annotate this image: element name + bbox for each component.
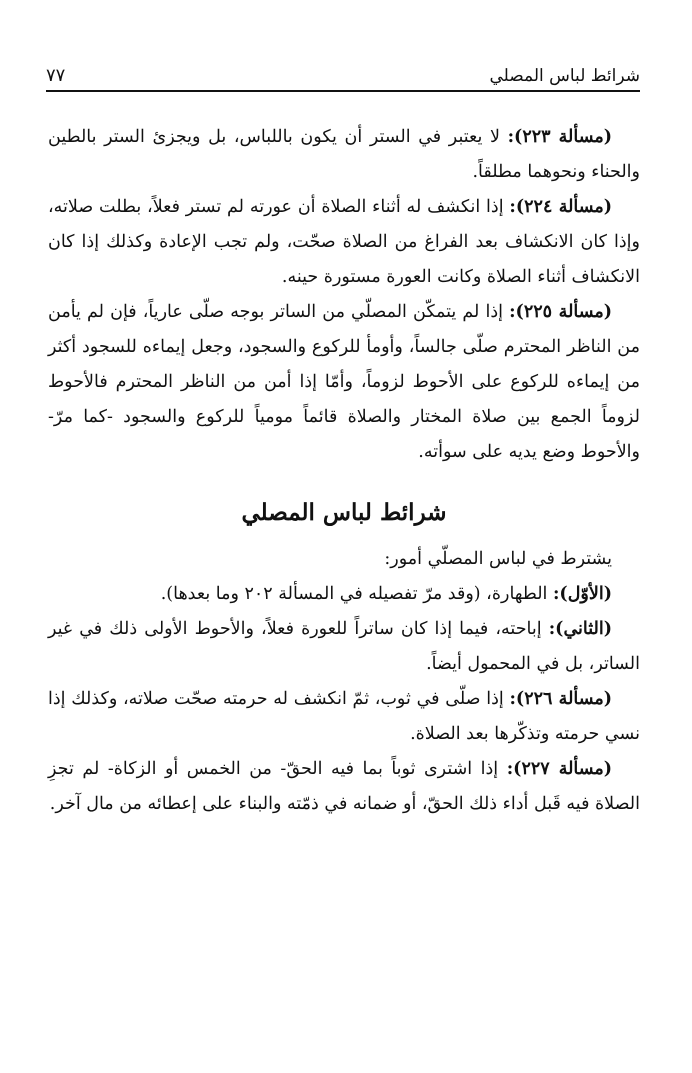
condition-second-paragraph <box>48 612 640 682</box>
masaala-223-text: لا يعتبر في الستر أن يكون باللباس، بل ويجزئ الستر بالطين والحناء ونحوهما مطلقاً. <box>48 127 640 182</box>
condition-first-text: الطهارة، (وقد مرّ تفصيله في المسألة ٢٠٢ وما بعدها). <box>160 584 553 604</box>
page-body <box>48 120 640 822</box>
condition-second-label: (الثاني): <box>548 619 612 639</box>
masaala-223-label: (مسألة ٢٢٣): <box>507 127 612 147</box>
section-title: شرائط لباس المصلي <box>241 499 447 526</box>
masaala-224-paragraph <box>48 190 640 295</box>
masaala-226-label: (مسألة ٢٢٦): <box>509 689 612 709</box>
condition-first-paragraph <box>48 577 640 612</box>
masaala-227-label: (مسألة ٢٢٧): <box>506 759 613 779</box>
masaala-224-text: إذا انكشف له أثناء الصلاة أن عورته لم تستر فعلاً، بطلت صلاته، وإذا كان الانكشاف بعد الفراغ من الصلاة صحّت، ولم تجب الإعادة وكذلك إذا كان الانكشاف أثناء الصلاة وكانت العورة مستورة حينه. <box>48 197 640 287</box>
header-title: شرائط لباس المصلي <box>489 66 640 86</box>
masaala-225-paragraph <box>48 295 640 470</box>
masaala-224-label: (مسألة ٢٢٤): <box>509 197 613 217</box>
masaala-227-paragraph <box>48 752 640 822</box>
masaala-226-paragraph <box>48 682 640 752</box>
masaala-225-label: (مسألة ٢٢٥): <box>509 302 612 322</box>
section-intro: يشترط في لباس المصلّي أمور: <box>384 549 612 569</box>
masaala-227-text: إذا اشترى ثوباً بما فيه الحقّ- من الخمس أو الزكاة- لم تجزِ الصلاة فيه قَبل أداء ذلك الحقّ، أو ضمانه في ذمّته والبناء على إعطائه من مال آخر. <box>48 759 640 814</box>
running-header <box>46 58 640 92</box>
masaala-225-text: إذا لم يتمكّن المصلّي من الساتر بوجه صلّى عارياً، فإن لم يأمن من الناظر المحترم صلّى جالساً، وأومأ للركوع والسجود، وجعل إيماءه للسجود أكثر من إيماءه للركوع على الأحوط لزوماً، وأمّا إذا أمن من الناظر المحترم فالأحوط لزوماً الجمع بين صلاة المختار والصلاة قائماً مومياً للركوع والسجود -كما مرّ- والأحوط وضع يديه على سوأته. <box>48 302 640 462</box>
condition-second-text: إباحته، فيما إذا كان ساتراً للعورة فعلاً، والأحوط الأولى ذلك في غير الساتر، بل في المحمول أيضاً. <box>48 619 640 674</box>
page-number: ٧٧ <box>46 65 66 86</box>
masaala-223-paragraph <box>48 120 640 190</box>
condition-first-label: (الأوّل): <box>552 584 612 604</box>
masaala-226-text: إذا صلّى في ثوب، ثمّ انكشف له حرمته صحّت صلاته، وكذلك إذا نسي حرمته وتذكّرها بعد الصلاة. <box>48 689 640 744</box>
